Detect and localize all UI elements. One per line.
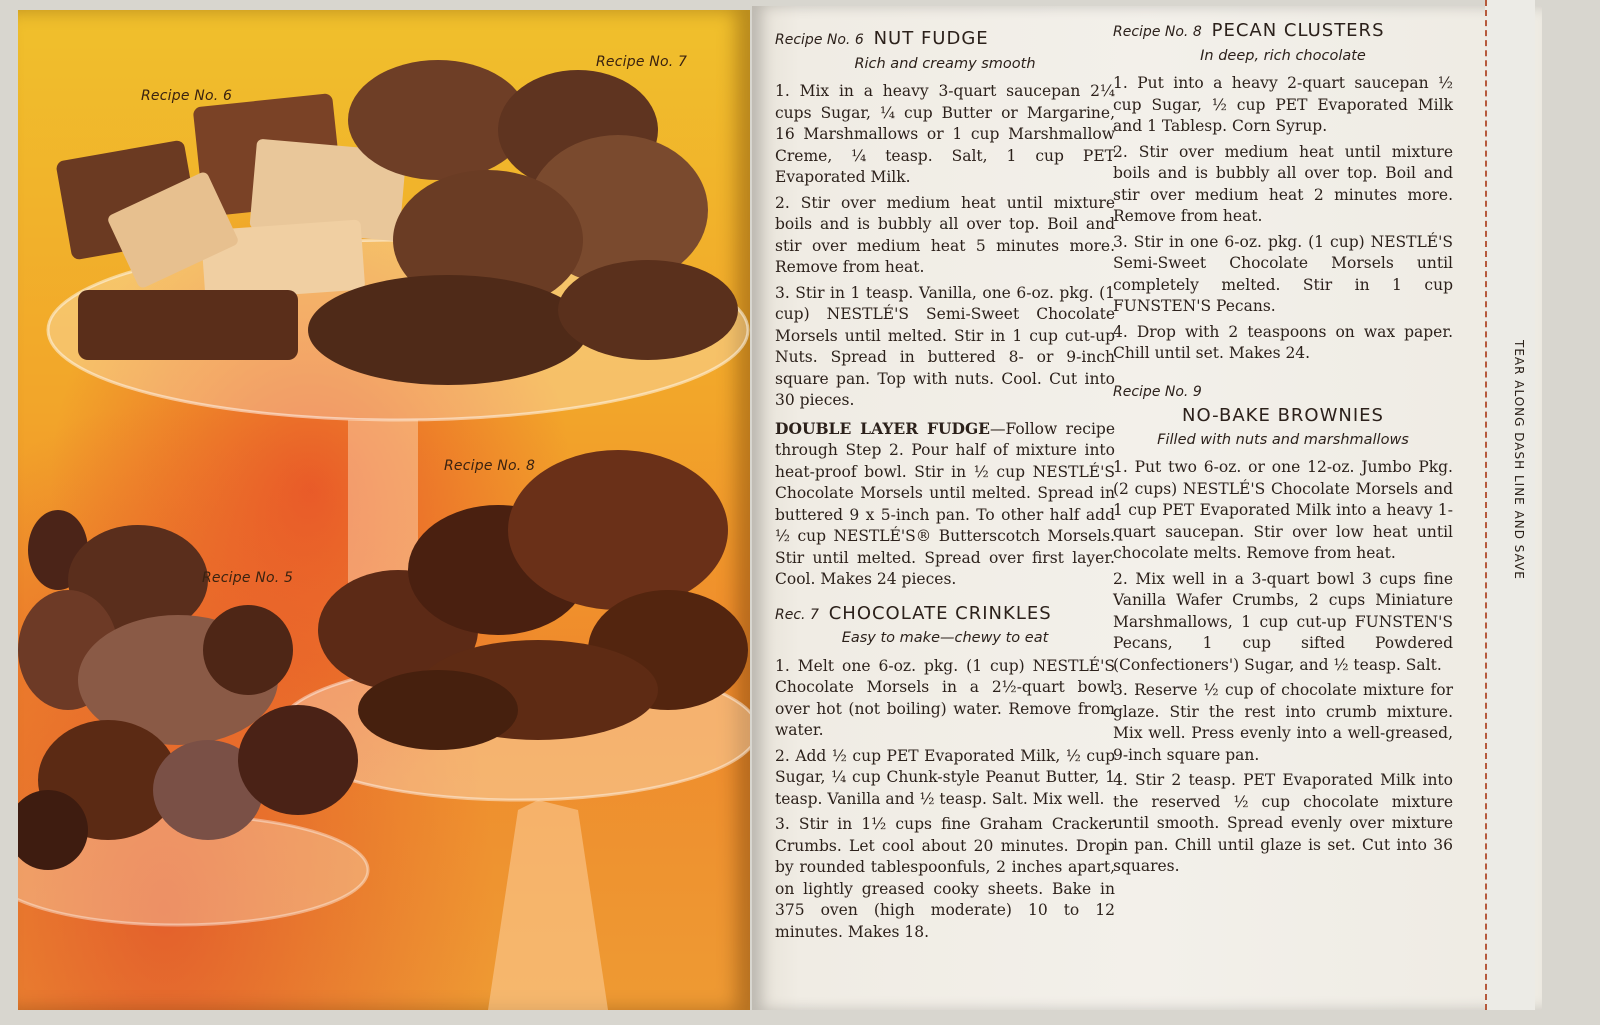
coated-candy-balls (18, 510, 358, 870)
recipe-6-step-3: 3. Stir in 1 teasp. Vanilla, one 6-oz. pkg. (1 cup) NESTLÉ'S Semi-Sweet Chocolate Morsels until melted. Stir in 1 cup cut-up Nuts. Spread in buttered 8- or 9-inch square pan. Top with nuts. Cool. Cut into 30 pieces. (775, 283, 1115, 409)
recipe-7-step-3: 3. Stir in 1½ cups fine Graham Cracker Crumbs. Let cool about 20 minutes. Drop by rounded tablespoonfuls, 2 inches apart, on lightly greased cooky sheets. Bake in 375 oven (high moderate) 10 to 12 minutes. Makes 18. (775, 815, 1115, 941)
recipe-9-number: Recipe No. 9 (1113, 383, 1202, 400)
recipe-8-number: Recipe No. 8 (1113, 24, 1202, 40)
recipe-7-name: CHOCOLATE CRINKLES (828, 602, 1052, 624)
recipe-7-step-2: 2. Add ½ cup PET Evaporated Milk, ½ cup Sugar, ¼ cup Chunk-style Peanut Butter, 1 teasp. Vanilla and ½ teasp. Salt. Mix well. (775, 746, 1115, 808)
recipe-9-step-3: 3. Reserve ½ cup of chocolate mixture for glaze. Stir the rest into crumb mixture. Mix well. Press evenly into a well-greased, 9-inch square pan. (1113, 681, 1453, 764)
recipe-6-step-2: 2. Stir over medium heat until mixture boils and is bubbly all over top. Boil and stir over medium heat 5 minutes more. Remove from heat. (775, 193, 1115, 276)
recipe-column-left (775, 28, 1115, 947)
recipe-9-heading (1113, 405, 1453, 428)
recipe-7-heading (775, 603, 1115, 627)
recipe-9-step-1: 1. Put two 6-oz. or one 12-oz. Jumbo Pkg. (2 cups) NESTLÉ'S Chocolate Morsels and 1 cup PET Evaporated Milk into a heavy 1-quart saucepan. Stir over low heat until chocolate melts. Remove from heat. (1113, 458, 1453, 562)
double-layer-fudge-text: —Follow recipe through Step 2. Pour half of mixture into heat-proof bowl. Stir in ½ cup NESTLÉ'S Chocolate Morsels until melted. Spread in buttered 9 x 5-inch pan. To other half add ½ cup NESTLÉ'S® Butterscotch Morsels. Stir until melted. Spread over first layer. Cool. Makes 24 pieces. (775, 419, 1115, 588)
recipe-9-step-2: 2. Mix well in a 3-quart bowl 3 cups fine Vanilla Wafer Crumbs, 2 cups Miniature Marshmallows, 1 cup cut-up FUNSTEN'S Pecans, 1 cup sifted Powdered (Confectioners') Sugar, and ½ teasp. Salt. (1113, 569, 1453, 674)
recipe-6-heading (775, 28, 1115, 52)
recipe-9-name: NO-BAKE BROWNIES (1182, 405, 1384, 426)
recipe-8-subtitle: In deep, rich chocolate (1200, 47, 1366, 64)
recipe-8-heading (1113, 20, 1453, 44)
photo-label-recipe-8: Recipe No. 8 (444, 458, 536, 474)
recipe-8-name: PECAN CLUSTERS (1211, 20, 1385, 41)
photo-label-recipe-7: Recipe No. 7 (596, 54, 688, 70)
tear-strip-instructions: TEAR ALONG DASH LINE AND SAVE (1512, 340, 1526, 580)
double-layer-fudge-title: DOUBLE LAYER FUDGE (775, 418, 990, 438)
recipe-8-step-1: 1. Put into a heavy 2-quart saucepan ½ cup Sugar, ½ cup PET Evaporated Milk and 1 Tablesp. Corn Syrup. (1113, 74, 1453, 135)
recipe-6-subtitle: Rich and creamy smooth (854, 55, 1036, 72)
recipe-6-name: NUT FUDGE (873, 28, 989, 49)
recipe-7-number: Rec. 7 (775, 606, 819, 623)
recipe-6-step-1: 1. Mix in a heavy 3-quart saucepan 2¼ cups Sugar, ¼ cup Butter or Margarine, 16 Marshmallows or 1 cup Marshmallow Creme, ¼ teasp. Salt, 1 cup PET Evaporated Milk. (775, 82, 1115, 186)
photo-label-recipe-6: Recipe No. 6 (141, 88, 233, 104)
recipe-9-subtitle: Filled with nuts and marshmallows (1157, 431, 1409, 448)
recipe-9-step-4: 4. Stir 2 teasp. PET Evaporated Milk into the reserved ½ cup chocolate mixture until smooth. Spread evenly over mixture in pan. Chill until glaze is set. Cut into 36 squares. (1113, 771, 1453, 875)
recipe-8-step-3: 3. Stir in one 6-oz. pkg. (1 cup) NESTLÉ'S Semi-Sweet Chocolate Morsels until completely melted. Stir in 1 cup FUNSTEN'S Pecans. (1113, 232, 1453, 315)
recipe-9-number-line (1113, 381, 1453, 404)
recipe-6-number: Recipe No. 6 (775, 32, 864, 48)
recipe-7-subtitle: Easy to make—chewy to eat (841, 630, 1049, 646)
double-layer-fudge-note (775, 418, 1115, 591)
recipe-8-step-4: 4. Drop with 2 teaspoons on wax paper. Chill until set. Makes 24. (1113, 322, 1453, 362)
photo-label-recipe-5: Recipe No. 5 (202, 570, 294, 586)
candy-photo (18, 10, 750, 1010)
bottom-dish-stem (488, 800, 608, 1010)
candy-photo-page (18, 10, 750, 1010)
recipe-7-step-1: 1. Melt one 6-oz. pkg. (1 cup) NESTLÉ'S Chocolate Morsels in a 2½-quart bowl over hot (not boiling) water. Remove from water. (775, 656, 1115, 739)
recipe-8-step-2: 2. Stir over medium heat until mixture boils and is bubbly all over top. Boil and stir over medium heat 2 minutes more. Remove from heat. (1113, 142, 1453, 225)
recipe-column-right (1113, 20, 1453, 882)
